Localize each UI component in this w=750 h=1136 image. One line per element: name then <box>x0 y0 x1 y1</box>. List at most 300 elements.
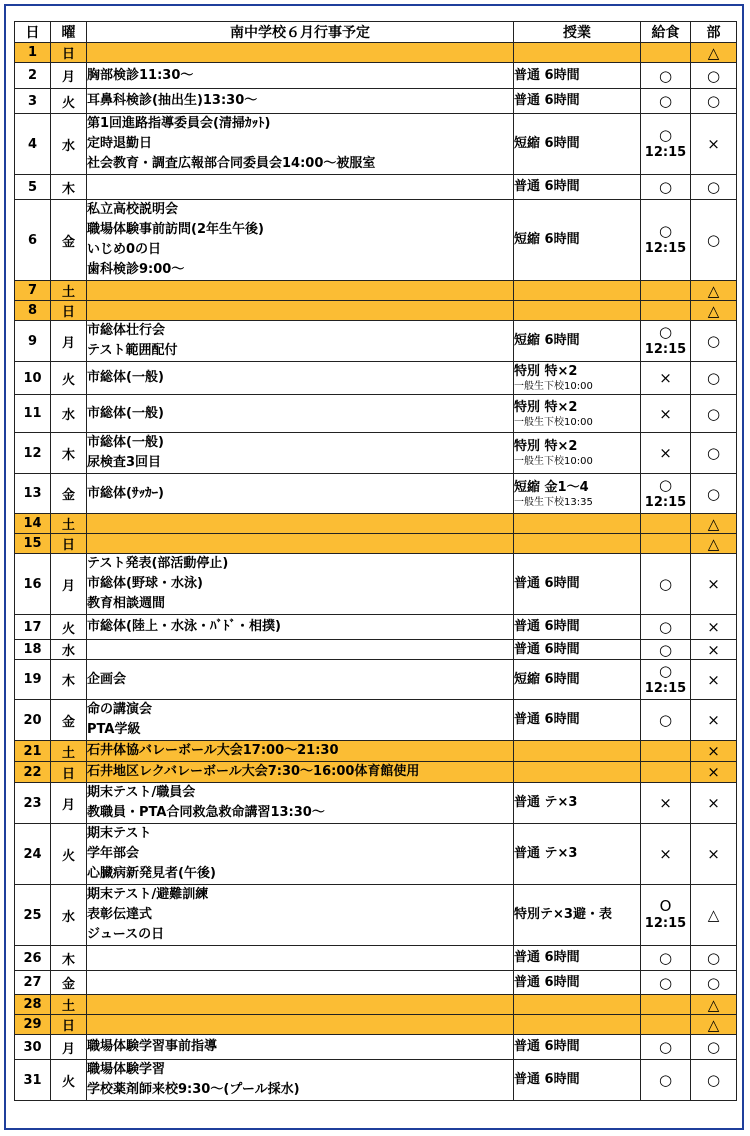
events-cell <box>87 640 514 660</box>
header-classes: 授業 <box>514 22 641 43</box>
events-cell <box>87 301 514 321</box>
events-cell <box>87 362 514 395</box>
lunch-time: 12:15 <box>644 680 687 696</box>
schedule-row <box>15 63 737 89</box>
classes-cell <box>514 995 641 1015</box>
dismissal-note: 一般生下校10:00 <box>514 456 593 467</box>
events-cell <box>87 1060 514 1101</box>
day-cell: 23 <box>15 783 51 824</box>
lunch-cell <box>641 534 691 554</box>
weekday-cell: 月 <box>51 554 87 615</box>
event-line: 胸部検診11:30～ <box>87 67 194 83</box>
club-cell: ○ <box>691 175 737 200</box>
events-cell <box>87 885 514 946</box>
club-cell: ○ <box>691 362 737 395</box>
classes-text: 短縮 6時間 <box>514 232 580 247</box>
events-cell <box>87 783 514 824</box>
lunch-mark: ○ <box>658 640 673 659</box>
schedule-row <box>15 885 737 946</box>
classes-cell <box>514 89 641 114</box>
weekday-cell: 土 <box>51 514 87 534</box>
lunch-mark: ○ <box>658 575 673 593</box>
day-cell: 14 <box>15 514 51 534</box>
lunch-mark: ○ <box>658 949 673 967</box>
club-cell: × <box>691 660 737 700</box>
club-cell: ○ <box>691 1060 737 1101</box>
lunch-cell <box>641 824 691 885</box>
weekday-cell: 木 <box>51 946 87 971</box>
classes-cell <box>514 660 641 700</box>
classes-cell <box>514 554 641 615</box>
events-cell <box>87 89 514 114</box>
lunch-cell <box>641 362 691 395</box>
weekday-cell: 土 <box>51 995 87 1015</box>
classes-cell <box>514 514 641 534</box>
events-cell <box>87 700 514 741</box>
lunch-time: 12:15 <box>644 342 687 357</box>
events-cell <box>87 200 514 281</box>
classes-cell <box>514 281 641 301</box>
events-cell <box>87 43 514 63</box>
events-cell <box>87 514 514 534</box>
weekday-cell: 水 <box>51 640 87 660</box>
event-line: 社会教育・調査広報部合同委員会14:00～被服室 <box>87 156 376 171</box>
schedule-row <box>15 741 737 762</box>
lunch-time: 12:15 <box>644 145 687 160</box>
header-row <box>15 22 737 43</box>
event-line: 市総体(ｻｯｶｰ) <box>87 485 164 501</box>
events-cell <box>87 971 514 995</box>
classes-cell <box>514 301 641 321</box>
classes-cell <box>514 700 641 741</box>
club-cell: ○ <box>691 395 737 433</box>
classes-text: 短縮 6時間 <box>514 136 580 151</box>
day-cell: 22 <box>15 762 51 783</box>
lunch-cell <box>641 321 691 362</box>
classes-text: 特別テ×3避・表 <box>514 907 612 922</box>
classes-cell <box>514 741 641 762</box>
lunch-cell <box>641 554 691 615</box>
weekday-cell: 水 <box>51 885 87 946</box>
event-line: 教育相談週間 <box>87 596 166 611</box>
lunch-cell <box>641 301 691 321</box>
lunch-cell <box>641 514 691 534</box>
lunch-mark: × <box>659 794 672 812</box>
classes-cell <box>514 1015 641 1035</box>
classes-cell <box>514 615 641 640</box>
weekday-cell: 金 <box>51 200 87 281</box>
weekday-cell: 土 <box>51 741 87 762</box>
weekday-cell: 月 <box>51 63 87 89</box>
event-line: 企画会 <box>87 671 127 687</box>
schedule-row <box>15 762 737 783</box>
event-line: 表彰伝達式 <box>87 907 153 922</box>
club-cell: ○ <box>691 474 737 514</box>
events-cell <box>87 534 514 554</box>
event-line: 期末テスト/避難訓練 <box>87 887 209 902</box>
classes-text: 普通 6時間 <box>514 974 580 990</box>
weekday-cell: 日 <box>51 301 87 321</box>
lunch-cell <box>641 615 691 640</box>
event-line: 学校薬剤師来校9:30～(プール採水) <box>87 1082 300 1097</box>
lunch-cell <box>641 395 691 433</box>
day-cell: 18 <box>15 640 51 660</box>
events-cell <box>87 554 514 615</box>
weekday-cell: 火 <box>51 824 87 885</box>
schedule-row <box>15 534 737 554</box>
club-cell: × <box>691 114 737 175</box>
schedule-table <box>14 21 737 1101</box>
event-line: いじめ0の日 <box>87 242 162 257</box>
lunch-mark: × <box>659 845 672 863</box>
day-cell: 26 <box>15 946 51 971</box>
event-line: ジュースの日 <box>87 927 165 942</box>
events-cell <box>87 1015 514 1035</box>
classes-text: 普通 6時間 <box>514 619 580 634</box>
club-cell: × <box>691 640 737 660</box>
lunch-cell <box>641 114 691 175</box>
lunch-mark: ○ <box>658 92 673 110</box>
day-cell: 17 <box>15 615 51 640</box>
club-cell: × <box>691 824 737 885</box>
schedule-row <box>15 946 737 971</box>
event-line: 市総体(一般) <box>87 405 164 421</box>
event-line: 職場体験学習事前指導 <box>87 1039 218 1054</box>
lunch-cell <box>641 995 691 1015</box>
day-cell: 1 <box>15 43 51 63</box>
lunch-cell <box>641 700 691 741</box>
classes-cell <box>514 1035 641 1060</box>
day-cell: 13 <box>15 474 51 514</box>
classes-cell <box>514 321 641 362</box>
lunch-cell <box>641 885 691 946</box>
lunch-time: 12:15 <box>644 241 687 256</box>
events-cell <box>87 824 514 885</box>
schedule-row <box>15 175 737 200</box>
weekday-cell: 木 <box>51 433 87 474</box>
day-cell: 16 <box>15 554 51 615</box>
day-cell: 27 <box>15 971 51 995</box>
weekday-cell: 日 <box>51 762 87 783</box>
event-line: 私立高校説明会 <box>87 202 179 217</box>
club-cell: ○ <box>691 63 737 89</box>
schedule-row <box>15 640 737 660</box>
schedule-row <box>15 301 737 321</box>
classes-cell <box>514 43 641 63</box>
day-cell: 31 <box>15 1060 51 1101</box>
classes-text: 普通 テ×3 <box>514 846 578 861</box>
weekday-cell: 日 <box>51 43 87 63</box>
schedule-row <box>15 43 737 63</box>
event-line: 尿検査3回目 <box>87 455 162 470</box>
schedule-row <box>15 114 737 175</box>
classes-text: 普通 6時間 <box>514 641 580 657</box>
header-title: 南中学校６月行事予定 <box>87 22 514 43</box>
club-cell: △ <box>691 534 737 554</box>
schedule-row <box>15 200 737 281</box>
dismissal-note: 一般生下校13:35 <box>514 496 593 508</box>
club-cell: △ <box>691 281 737 301</box>
lunch-cell <box>641 971 691 995</box>
lunch-cell <box>641 175 691 200</box>
classes-text: 普通 6時間 <box>514 179 580 194</box>
lunch-mark: ○ <box>658 323 673 341</box>
classes-cell <box>514 971 641 995</box>
classes-cell <box>514 534 641 554</box>
day-cell: 25 <box>15 885 51 946</box>
event-line: 歯科検診9:00～ <box>87 262 185 277</box>
day-cell: 30 <box>15 1035 51 1060</box>
lunch-cell <box>641 63 691 89</box>
weekday-cell: 月 <box>51 783 87 824</box>
classes-cell <box>514 63 641 89</box>
event-line: テスト発表(部活動停止) <box>87 556 229 571</box>
weekday-cell: 月 <box>51 321 87 362</box>
events-cell <box>87 114 514 175</box>
event-line: 第1回進路指導委員会(清掃ｶｯﾄ) <box>87 116 271 131</box>
day-cell: 9 <box>15 321 51 362</box>
lunch-cell <box>641 1035 691 1060</box>
club-cell: × <box>691 762 737 783</box>
club-cell: × <box>691 741 737 762</box>
header-weekday: 曜 <box>51 22 87 43</box>
club-cell: △ <box>691 514 737 534</box>
event-line: 市総体壮行会 <box>87 323 166 338</box>
lunch-cell <box>641 741 691 762</box>
schedule-row <box>15 615 737 640</box>
lunch-mark: ○ <box>658 1071 673 1089</box>
club-cell: △ <box>691 43 737 63</box>
classes-text: 普通 6時間 <box>514 93 580 108</box>
classes-cell <box>514 762 641 783</box>
event-line: 期末テスト/職員会 <box>87 785 196 800</box>
day-cell: 6 <box>15 200 51 281</box>
lunch-mark: ○ <box>658 66 673 85</box>
event-line: 定時退勤日 <box>87 136 153 151</box>
day-cell: 4 <box>15 114 51 175</box>
day-cell: 15 <box>15 534 51 554</box>
weekday-cell: 火 <box>51 89 87 114</box>
schedule-row <box>15 1060 737 1101</box>
classes-cell <box>514 175 641 200</box>
event-line: PTA学級 <box>87 722 141 737</box>
classes-cell <box>514 200 641 281</box>
events-cell <box>87 660 514 700</box>
events-cell <box>87 395 514 433</box>
schedule-row <box>15 824 737 885</box>
events-cell <box>87 741 514 762</box>
classes-text: 普通 6時間 <box>514 1072 580 1087</box>
club-cell: ○ <box>691 971 737 995</box>
event-line: 心臓病新発見者(午後) <box>87 866 216 881</box>
classes-cell <box>514 946 641 971</box>
events-cell <box>87 995 514 1015</box>
day-cell: 12 <box>15 433 51 474</box>
schedule-row <box>15 433 737 474</box>
lunch-mark: ○ <box>658 1038 673 1056</box>
classes-text: 普通 6時間 <box>514 67 580 83</box>
classes-text: 普通 6時間 <box>514 576 580 591</box>
weekday-cell: 日 <box>51 534 87 554</box>
lunch-mark: ○ <box>658 178 673 196</box>
day-cell: 5 <box>15 175 51 200</box>
classes-cell <box>514 1060 641 1101</box>
day-cell: 28 <box>15 995 51 1015</box>
weekday-cell: 水 <box>51 395 87 433</box>
weekday-cell: 日 <box>51 1015 87 1035</box>
club-cell: ○ <box>691 200 737 281</box>
club-cell: ○ <box>691 321 737 362</box>
schedule-row <box>15 362 737 395</box>
events-cell <box>87 615 514 640</box>
header-lunch: 給食 <box>641 22 691 43</box>
classes-cell <box>514 114 641 175</box>
classes-cell <box>514 474 641 514</box>
club-cell: ○ <box>691 1035 737 1060</box>
lunch-mark: ○ <box>658 618 673 636</box>
weekday-cell: 火 <box>51 1060 87 1101</box>
lunch-mark: ○ <box>658 973 673 992</box>
events-cell <box>87 321 514 362</box>
schedule-row <box>15 995 737 1015</box>
schedule-row <box>15 321 737 362</box>
classes-cell <box>514 885 641 946</box>
lunch-cell <box>641 946 691 971</box>
lunch-cell <box>641 660 691 700</box>
classes-cell <box>514 783 641 824</box>
club-cell: ○ <box>691 946 737 971</box>
header-club: 部 <box>691 22 737 43</box>
header-day: 日 <box>15 22 51 43</box>
weekday-cell: 木 <box>51 660 87 700</box>
events-cell <box>87 433 514 474</box>
club-cell: × <box>691 554 737 615</box>
lunch-time: 12:15 <box>644 916 687 931</box>
lunch-cell <box>641 43 691 63</box>
dismissal-note: 一般生下校10:00 <box>514 416 593 428</box>
event-line: 職場体験事前訪問(2年生午後) <box>87 222 264 237</box>
weekday-cell: 火 <box>51 362 87 395</box>
classes-text: 特別 特×2 <box>514 399 578 415</box>
day-cell: 2 <box>15 63 51 89</box>
classes-cell <box>514 640 641 660</box>
club-cell: ○ <box>691 89 737 114</box>
lunch-mark: × <box>659 404 672 423</box>
classes-text: 短縮 6時間 <box>514 671 580 687</box>
day-cell: 7 <box>15 281 51 301</box>
classes-text: 短縮 金1～4 <box>514 479 589 495</box>
weekday-cell: 水 <box>51 114 87 175</box>
events-cell <box>87 474 514 514</box>
lunch-mark: ○ <box>658 475 673 494</box>
schedule-row <box>15 474 737 514</box>
day-cell: 21 <box>15 741 51 762</box>
lunch-mark: O <box>659 897 672 915</box>
schedule-row <box>15 1015 737 1035</box>
weekday-cell: 木 <box>51 175 87 200</box>
event-line: 石井体協バレーボール大会17:00～21:30 <box>87 743 339 758</box>
schedule-row <box>15 281 737 301</box>
lunch-cell <box>641 640 691 660</box>
club-cell: △ <box>691 995 737 1015</box>
lunch-cell <box>641 474 691 514</box>
events-cell <box>87 762 514 783</box>
lunch-cell <box>641 89 691 114</box>
events-cell <box>87 1035 514 1060</box>
lunch-mark: ○ <box>658 661 673 680</box>
day-cell: 8 <box>15 301 51 321</box>
schedule-row <box>15 1035 737 1060</box>
day-cell: 19 <box>15 660 51 700</box>
classes-cell <box>514 362 641 395</box>
day-cell: 3 <box>15 89 51 114</box>
lunch-cell <box>641 783 691 824</box>
event-line: 市総体(陸上・水泳・ﾊﾞﾄﾞ・相撲) <box>87 619 281 634</box>
weekday-cell: 金 <box>51 700 87 741</box>
schedule-row <box>15 660 737 700</box>
lunch-mark: × <box>659 444 672 462</box>
club-cell: × <box>691 700 737 741</box>
schedule-row <box>15 554 737 615</box>
weekday-cell: 土 <box>51 281 87 301</box>
event-line: 市総体(野球・水泳) <box>87 576 203 591</box>
day-cell: 29 <box>15 1015 51 1035</box>
classes-text: 普通 6時間 <box>514 712 580 727</box>
classes-cell <box>514 395 641 433</box>
schedule-row <box>15 971 737 995</box>
lunch-mark: ○ <box>658 222 673 240</box>
classes-text: 短縮 6時間 <box>514 333 580 348</box>
lunch-mark: × <box>659 369 672 387</box>
lunch-mark: ○ <box>658 126 673 144</box>
lunch-cell <box>641 1060 691 1101</box>
lunch-cell <box>641 762 691 783</box>
day-cell: 24 <box>15 824 51 885</box>
schedule-row <box>15 700 737 741</box>
events-cell <box>87 175 514 200</box>
classes-text: 普通 6時間 <box>514 950 580 965</box>
events-cell <box>87 946 514 971</box>
club-cell: × <box>691 615 737 640</box>
dismissal-note: 一般生下校10:00 <box>514 381 593 392</box>
classes-text: 普通 6時間 <box>514 1039 580 1054</box>
day-cell: 10 <box>15 362 51 395</box>
classes-text: 特別 特×2 <box>514 439 578 454</box>
classes-text: 普通 テ×3 <box>514 795 578 810</box>
weekday-cell: 金 <box>51 474 87 514</box>
lunch-mark: ○ <box>658 711 673 729</box>
classes-text: 特別 特×2 <box>514 364 578 379</box>
event-line: 耳鼻科検診(抽出生)13:30～ <box>87 93 258 108</box>
schedule-row <box>15 395 737 433</box>
classes-cell <box>514 824 641 885</box>
day-cell: 20 <box>15 700 51 741</box>
weekday-cell: 金 <box>51 971 87 995</box>
club-cell: △ <box>691 301 737 321</box>
schedule-row <box>15 514 737 534</box>
classes-cell <box>514 433 641 474</box>
club-cell: ○ <box>691 433 737 474</box>
lunch-cell <box>641 281 691 301</box>
event-line: 職場体験学習 <box>87 1062 166 1077</box>
event-line: 期末テスト <box>87 826 152 841</box>
lunch-time: 12:15 <box>644 494 687 510</box>
event-line: 市総体(一般) <box>87 435 164 450</box>
event-line: テスト範囲配付 <box>87 343 178 358</box>
event-line: 教職員・PTA合同救急救命講習13:30～ <box>87 805 325 820</box>
events-cell <box>87 63 514 89</box>
event-line: 学年部会 <box>87 846 140 861</box>
